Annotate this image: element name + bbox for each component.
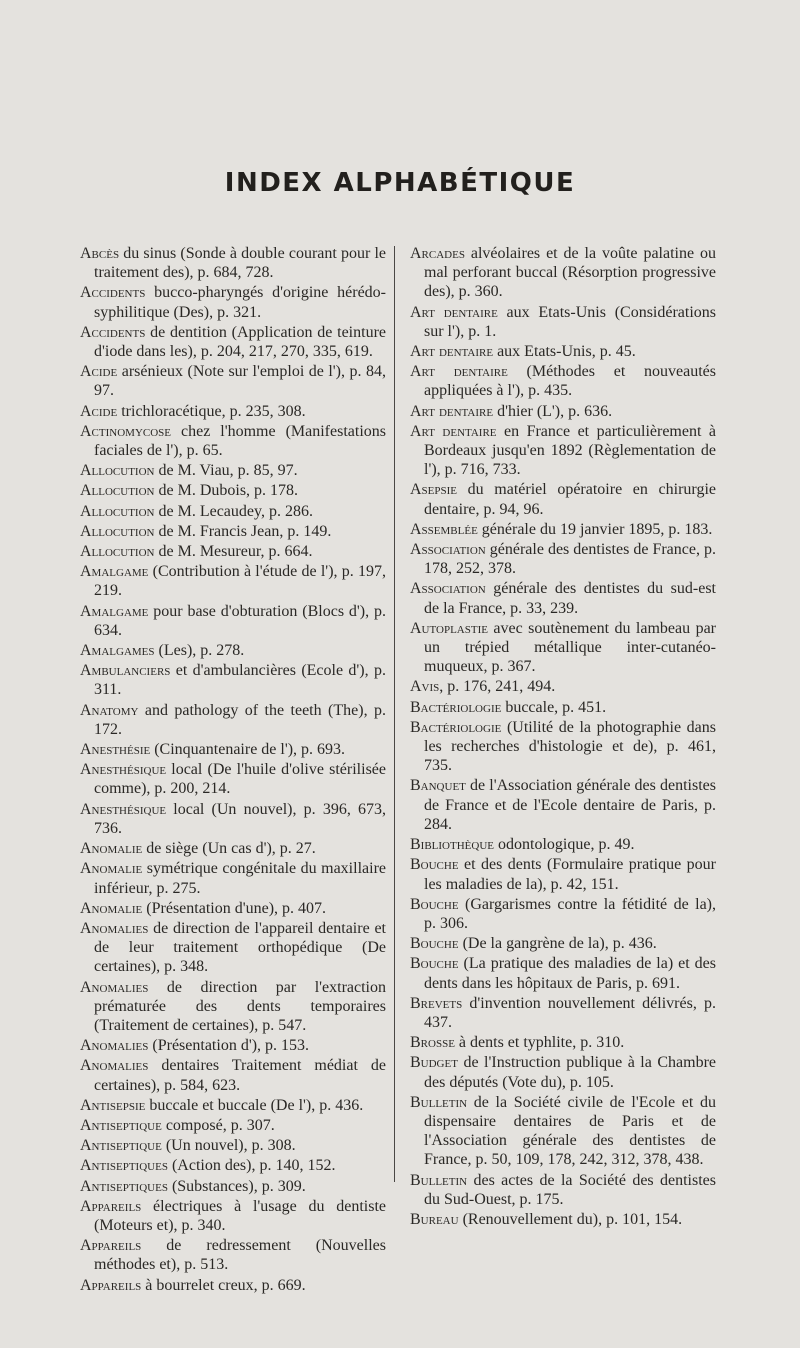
entry-text: (Gargarismes contre la fétidité de la), p. 306. <box>424 895 716 932</box>
entry-text: symétrique congénitale du maxillaire inférieur, p. 275. <box>94 860 386 897</box>
entry-text: aux Etats-Unis (Considérations sur l'), p. 1. <box>424 303 717 340</box>
entry-headword: Bouche <box>410 895 459 913</box>
entry-text: composé, p. 307. <box>161 1116 275 1134</box>
index-entry <box>410 342 716 361</box>
entry-headword: Avis <box>410 678 440 696</box>
entry-text: buccale, p. 451. <box>501 698 607 716</box>
index-entry <box>410 895 716 933</box>
entry-text: de M. Viau, p. 85, 97. <box>154 462 298 480</box>
entry-headword: Amalgame <box>80 602 149 620</box>
entry-headword: Anomalie <box>80 899 143 917</box>
right-column <box>410 244 716 1230</box>
index-entry <box>80 1177 386 1196</box>
index-entry <box>80 661 386 699</box>
entry-text: de la Société civile de l'Ecole et du dispensaire dentaires de Paris et de l'Association générale des dentistes de France, p. 50, 109, 178, 242, 312, 378, 438. <box>424 1093 716 1169</box>
index-entry <box>80 800 386 838</box>
entry-text: en France et particulièrement à Bordeaux jusqu'en 1892 (Règlementation de l'), p. 716, 733. <box>424 422 716 479</box>
entry-headword: Bouche <box>410 955 459 973</box>
index-entry <box>410 1171 716 1209</box>
entry-text: de direction par l'extraction prématurée des dents temporaires (Traitement de certaines), p. 547. <box>94 978 386 1034</box>
index-entry <box>410 776 716 834</box>
entry-headword: Anomalies <box>80 978 149 996</box>
entry-text: de l'Association générale des dentistes de France et de l'Ecole dentaire de Paris, p. 284. <box>424 777 716 833</box>
index-entry <box>410 244 716 302</box>
entry-text: d'hier (L'), p. 636. <box>493 402 613 420</box>
entry-headword: Association <box>410 580 486 598</box>
entry-headword: Allocution <box>80 522 155 540</box>
entry-text: générale du 19 janvier 1895, p. 183. <box>477 520 713 538</box>
index-entry <box>410 540 716 578</box>
entry-text: buccale et buccale (De l'), p. 436. <box>145 1096 364 1114</box>
index-entry <box>410 994 716 1032</box>
index-entry <box>410 718 716 776</box>
index-entry <box>80 1056 386 1094</box>
entry-text: (Cinquantenaire de l'), p. 693. <box>150 741 346 759</box>
index-entry <box>80 1156 386 1175</box>
entry-text: d'invention nouvellement délivrés, p. 437. <box>424 994 716 1031</box>
index-entry <box>80 760 386 798</box>
index-entry <box>410 1210 716 1229</box>
entry-text: (Méthodes et nouveautés appliquées à l'), p. 435. <box>424 363 717 400</box>
index-entry <box>80 1096 386 1115</box>
entry-headword: Abcès <box>80 245 120 262</box>
index-entry <box>410 362 716 400</box>
index-entry <box>80 1197 386 1235</box>
entry-headword: Anomalie <box>80 860 143 878</box>
entry-headword: Bulletin <box>410 1171 468 1189</box>
index-entry <box>80 1276 386 1295</box>
entry-text: électriques à l'usage du dentiste (Moteurs et), p. 340. <box>94 1197 386 1234</box>
entry-text: local (Un nouvel), p. 396, 673, 736. <box>94 800 386 837</box>
index-entry <box>80 701 386 739</box>
entry-headword: Art dentaire <box>410 343 494 361</box>
entry-headword: Antiseptique <box>80 1137 162 1155</box>
entry-headword: Bouche <box>410 856 459 874</box>
index-entry <box>410 855 716 893</box>
index-entry <box>80 1116 386 1135</box>
entry-headword: Anomalies <box>80 919 149 937</box>
index-entry <box>80 899 386 918</box>
entry-text: de M. Francis Jean, p. 149. <box>154 522 332 540</box>
entry-text: chez l'homme (Manifestations faciales de l'), p. 65. <box>94 422 386 460</box>
entry-text: (Renouvellement du), p. 101, 154. <box>458 1210 683 1228</box>
entry-headword: Allocution <box>80 543 155 561</box>
entry-headword: Brosse <box>410 1034 455 1052</box>
entry-headword: Anesthésie <box>80 741 151 759</box>
index-entry <box>80 919 386 977</box>
entry-headword: Anomalies <box>80 1057 149 1075</box>
entry-headword: Brevets <box>410 994 463 1012</box>
index-entry <box>80 244 386 282</box>
index-entry <box>80 502 386 521</box>
index-entry <box>80 1036 386 1055</box>
index-entry <box>80 978 386 1036</box>
entry-text: et des dents (Formulaire pratique pour les maladies de la), p. 42, 151. <box>424 856 716 893</box>
entry-headword: Allocution <box>80 462 155 480</box>
index-entry <box>80 522 386 541</box>
entry-text: arsénieux (Note sur l'emploi de l'), p. 84, 97. <box>94 363 386 400</box>
entry-text: de M. Lecaudey, p. 286. <box>154 502 313 520</box>
entry-text: (Utilité de la photographie dans les recherches d'histologie et de), p. 461, 735. <box>424 718 716 775</box>
index-entry <box>80 283 386 321</box>
entry-text: de M. Dubois, p. 178. <box>154 482 299 500</box>
entry-headword: Allocution <box>80 482 155 500</box>
entry-text: (Les), p. 278. <box>154 642 245 660</box>
index-entry <box>410 934 716 953</box>
entry-text: de l'Instruction publique à la Chambre des députés (Vote du), p. 105. <box>424 1054 716 1091</box>
entry-text: dentaires Traitement médiat de certaines), p. 584, 623. <box>94 1057 386 1094</box>
entry-text: générale des dentistes du sud-est de la France, p. 33, 239. <box>424 580 716 617</box>
entry-headword: Asepsie <box>410 481 458 499</box>
index-entry <box>80 481 386 500</box>
entry-text: and pathology of the teeth (The), p. 172. <box>94 701 386 738</box>
entry-text: de direction de l'appareil dentaire et de leur traitement orthopédique (De certaines), p. 348. <box>94 919 386 976</box>
entry-headword: Amalgame <box>80 563 149 581</box>
entry-text: du sinus (Sonde à double courant pour le traitement des), p. 684, 728. <box>94 245 386 282</box>
entry-headword: Antiseptique <box>80 1116 162 1134</box>
index-entry <box>80 1236 386 1274</box>
entry-text: (Présentation d'), p. 153. <box>148 1037 310 1055</box>
entry-headword: Budget <box>410 1054 458 1072</box>
entry-text: à bourrelet creux, p. 669. <box>141 1276 306 1294</box>
entry-headword: Assemblée <box>410 520 478 538</box>
entry-text: (Action des), p. 140, 152. <box>167 1157 336 1175</box>
index-entry <box>410 698 716 717</box>
index-entry <box>410 520 716 539</box>
entry-headword: Bulletin <box>410 1093 468 1111</box>
entry-text: alvéolaires et de la voûte palatine ou mal perforant buccal (Résorption progressive des), p. 360. <box>424 245 716 301</box>
index-entry <box>410 835 716 854</box>
entry-text: (Un nouvel), p. 308. <box>161 1137 296 1155</box>
entry-text: trichloracétique, p. 235, 308. <box>117 402 306 420</box>
entry-headword: Art dentaire <box>410 402 494 420</box>
entry-headword: Antiseptiques <box>80 1177 168 1195</box>
index-entry <box>410 954 716 992</box>
entry-text: et d'ambulancières (Ecole d'), p. 311. <box>94 662 386 699</box>
index-entry <box>410 1053 716 1091</box>
entry-text: de siège (Un cas d'), p. 27. <box>142 840 316 858</box>
entry-text: de redressement (Nouvelles méthodes et), p. 513. <box>94 1237 386 1274</box>
entry-headword: Acide <box>80 402 118 420</box>
index-entry <box>80 740 386 759</box>
entry-text: odontologique, p. 49. <box>494 836 635 854</box>
left-column <box>80 244 386 1296</box>
index-entry <box>410 303 716 341</box>
entry-headword: Bouche <box>410 935 459 953</box>
entry-headword: Art dentaire <box>410 303 498 321</box>
entry-headword: Banquet <box>410 777 466 795</box>
entry-text: bucco-pharyngés d'origine hérédo-syphilitique (Des), p. 321. <box>94 284 386 321</box>
entry-headword: Ambulanciers <box>80 662 171 680</box>
entry-text: (De la gangrène de la), p. 436. <box>458 935 657 953</box>
entry-text: local (De l'huile d'olive stérilisée comme), p. 200, 214. <box>94 761 386 798</box>
index-entry <box>410 402 716 421</box>
index-entry <box>410 677 716 696</box>
column-divider <box>394 246 395 1182</box>
index-entry <box>80 542 386 561</box>
index-entry <box>80 362 386 400</box>
index-entry <box>410 1033 716 1052</box>
entry-headword: Actinomycose <box>80 422 172 440</box>
entry-headword: Anesthésique <box>80 761 167 779</box>
entry-headword: Appareils <box>80 1276 142 1294</box>
index-entry <box>80 1136 386 1155</box>
index-entry <box>410 480 716 518</box>
index-entry <box>80 641 386 660</box>
index-entry <box>80 461 386 480</box>
entry-text: des actes de la Société des dentistes du Sud-Ouest, p. 175. <box>424 1171 716 1208</box>
index-entry <box>410 579 716 617</box>
index-entry <box>80 402 386 421</box>
entry-headword: Appareils <box>80 1237 142 1255</box>
entry-text: avec soutènement du lambeau par un trépied métallique inter-cutanéo-muqueux, p. 367. <box>424 619 716 676</box>
entry-headword: Bibliothèque <box>410 836 494 854</box>
entry-headword: Allocution <box>80 502 155 520</box>
entry-headword: Anesthésique <box>80 800 167 818</box>
index-entry <box>80 839 386 858</box>
index-entry <box>80 602 386 640</box>
entry-headword: Anomalies <box>80 1037 149 1055</box>
entry-text: de dentition (Application de teinture d'iode dans les), p. 204, 217, 270, 335, 619. <box>94 323 386 361</box>
entry-text: (Contribution à l'étude de l'), p. 197, 219. <box>94 563 386 600</box>
entry-text: aux Etats-Unis, p. 45. <box>493 343 636 361</box>
entry-headword: Bactériologie <box>410 698 502 716</box>
entry-headword: Bureau <box>410 1210 459 1228</box>
index-entry <box>410 619 716 677</box>
entry-text: du matériel opératoire en chirurgie dentaire, p. 94, 96. <box>424 481 716 518</box>
entry-text: (La pratique des maladies de la) et des dents dans les hôpitaux de Paris, p. 691. <box>424 955 716 992</box>
entry-headword: Arcades <box>410 245 465 262</box>
entry-headword: Acide <box>80 363 118 381</box>
index-entry <box>410 422 716 480</box>
entry-headword: Art dentaire <box>410 363 508 381</box>
entry-text: à dents et typhlite, p. 310. <box>454 1034 625 1052</box>
entry-text: de M. Mesureur, p. 664. <box>154 543 313 561</box>
entry-headword: Antisepsie <box>80 1096 146 1114</box>
entry-text: , p. 176, 241, 494. <box>439 678 556 696</box>
entry-headword: Association <box>410 541 486 559</box>
index-entry <box>80 323 386 361</box>
index-entry <box>80 562 386 600</box>
entry-headword: Accidents <box>80 323 146 341</box>
entry-headword: Accidents <box>80 284 146 302</box>
entry-text: (Substances), p. 309. <box>167 1177 306 1195</box>
entry-text: générale des dentistes de France, p. 178, 252, 378. <box>424 541 716 578</box>
entry-headword: Anatomy <box>80 701 139 719</box>
entry-headword: Antiseptiques <box>80 1157 168 1175</box>
entry-headword: Autoplastie <box>410 619 488 637</box>
page-title: INDEX ALPHABÉTIQUE <box>224 168 576 198</box>
entry-text: pour base d'obturation (Blocs d'), p. 634. <box>94 602 386 639</box>
entry-headword: Bactériologie <box>410 718 502 736</box>
entry-headword: Appareils <box>80 1197 142 1215</box>
index-entry <box>80 422 386 460</box>
entry-text: (Présentation d'une), p. 407. <box>142 899 327 917</box>
entry-headword: Amalgames <box>80 642 155 660</box>
entry-headword: Art dentaire <box>410 422 497 440</box>
index-entry <box>80 859 386 897</box>
index-entry <box>410 1093 716 1170</box>
entry-headword: Anomalie <box>80 840 143 858</box>
